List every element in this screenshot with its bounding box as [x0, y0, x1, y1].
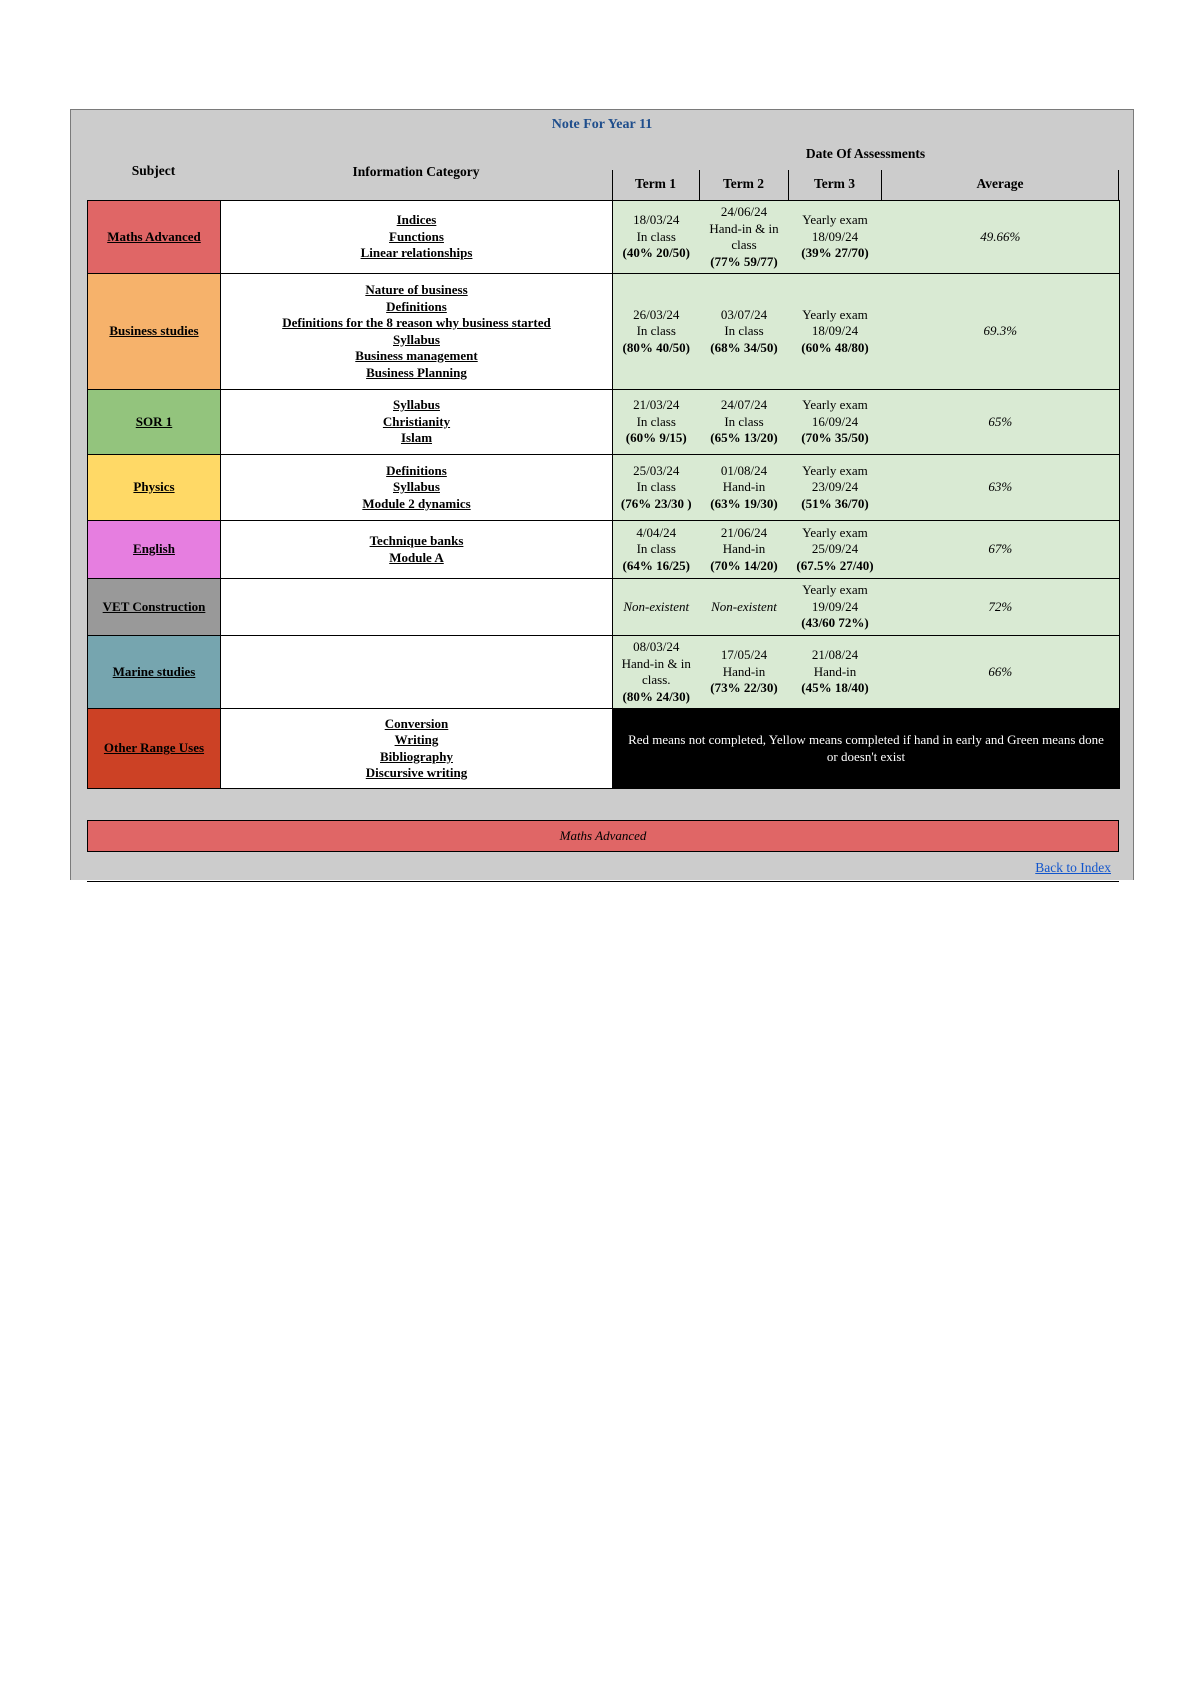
table-row: [88, 521, 1120, 579]
term-cell: [613, 455, 700, 521]
info-links: [221, 636, 613, 709]
assessment-text: 18/09/24: [811, 323, 859, 339]
assessment-text: Yearly exam: [802, 524, 868, 540]
info-link[interactable]: Definitions for the 8 reason why business started: [282, 315, 551, 330]
info-links: [221, 521, 613, 579]
assessment-text: 18/09/24: [811, 228, 859, 244]
subject-link[interactable]: English: [88, 521, 221, 579]
table-row: [88, 390, 1120, 455]
header-dates: Date Of Assessments: [805, 146, 926, 161]
assessment-text: 01/08/24: [720, 462, 768, 478]
header-term3: Term 3: [813, 176, 856, 191]
info-link[interactable]: Syllabus: [393, 397, 440, 413]
assessment-text: class: [731, 237, 757, 252]
table-row-other: [88, 709, 1120, 789]
table-row: [88, 579, 1120, 636]
info-links: [221, 579, 613, 636]
info-links: [221, 390, 613, 455]
term-cell: [789, 579, 882, 636]
assessment-text: Hand-in: [722, 541, 766, 557]
assessment-text: 17/05/24: [720, 647, 768, 663]
selected-subject-bar: Maths Advanced: [87, 820, 1119, 852]
average-cell: 49.66%: [882, 201, 1120, 274]
term-cell: [700, 274, 789, 390]
info-link[interactable]: Definitions: [386, 298, 447, 314]
score-text: (77% 59/77): [710, 253, 778, 269]
term-cell: [613, 201, 700, 274]
info-link[interactable]: Functions: [389, 228, 444, 244]
spreadsheet-sheet: [70, 109, 1134, 880]
header-divider: [881, 170, 882, 200]
average-cell: 67%: [882, 521, 1120, 579]
score-text: (73% 22/30): [710, 680, 778, 696]
assessment-text: In class: [636, 323, 676, 339]
term-cell: [700, 390, 789, 455]
assessment-text: Yearly exam: [802, 582, 868, 598]
subject-link[interactable]: Marine studies: [88, 636, 221, 709]
info-link[interactable]: Syllabus: [393, 331, 440, 347]
score-text: (70% 14/20): [710, 557, 778, 573]
assessment-text: Non-existent: [711, 598, 777, 614]
info-link[interactable]: Indices: [396, 212, 437, 228]
header-subject: Subject: [131, 163, 176, 178]
term-cell: [789, 521, 882, 579]
sheet-title: Note For Year 11: [551, 117, 653, 132]
assessment-text: Hand-in & in: [709, 220, 779, 236]
assessment-text: 25/03/24: [633, 462, 680, 478]
average-cell: 65%: [882, 390, 1120, 455]
info-link[interactable]: Conversion: [384, 715, 449, 731]
score-text: (60% 9/15): [625, 430, 687, 446]
subject-link[interactable]: SOR 1: [88, 390, 221, 455]
score-text: (80% 24/30): [622, 688, 691, 704]
score-text: (51% 36/70): [801, 495, 869, 511]
subject-link[interactable]: Physics: [88, 455, 221, 521]
info-link[interactable]: Definitions: [386, 462, 447, 478]
header-term1: Term 1: [634, 176, 677, 191]
assessment-text: Hand-in: [722, 663, 766, 679]
average-cell: 69.3%: [882, 274, 1120, 390]
term-cell: [700, 201, 789, 274]
score-text: (70% 35/50): [801, 430, 869, 446]
subject-link[interactable]: VET Construction: [88, 579, 221, 636]
term-cell: [789, 636, 882, 709]
assessment-text: 25/09/24: [811, 541, 859, 557]
info-links: [221, 455, 613, 521]
info-link[interactable]: Module A: [389, 549, 444, 565]
table-row: [88, 274, 1120, 390]
info-link[interactable]: Syllabus: [393, 479, 440, 495]
assessment-text: Yearly exam: [802, 462, 868, 478]
subject-link[interactable]: Maths Advanced: [88, 201, 221, 274]
assessment-text: 16/09/24: [811, 413, 859, 429]
header-average: Average: [976, 176, 1024, 191]
score-text: (76% 23/30 ): [620, 495, 692, 511]
table-row: [88, 201, 1120, 274]
assessment-text: 4/04/24: [636, 524, 677, 540]
assessment-table: [87, 200, 1120, 789]
assessment-text: 26/03/24: [633, 306, 680, 322]
assessment-text: 19/09/24: [811, 598, 859, 614]
term-cell: [700, 579, 789, 636]
header-info: Information Category: [352, 164, 480, 179]
sheet-bottom-line: [87, 881, 1119, 882]
assessment-text: class.: [641, 672, 671, 687]
term-cell: [789, 390, 882, 455]
assessment-text: Hand-in & in: [621, 655, 691, 671]
subject-link[interactable]: Business studies: [88, 274, 221, 390]
assessment-text: Hand-in: [722, 479, 766, 495]
term-cell: [700, 455, 789, 521]
info-link[interactable]: Writing: [394, 732, 439, 747]
score-text: (65% 13/20): [710, 430, 778, 446]
assessment-text: In class: [636, 479, 676, 495]
info-link[interactable]: Nature of business: [365, 282, 468, 297]
assessment-text: In class: [636, 228, 676, 244]
info-link[interactable]: Business Planning: [366, 364, 467, 380]
assessment-text: In class: [636, 541, 676, 557]
assessment-text: 23/09/24: [811, 479, 859, 495]
score-text: (67.5% 27/40): [796, 557, 874, 573]
term-cell: [700, 636, 789, 709]
average-cell: 72%: [882, 579, 1120, 636]
info-link[interactable]: Discursive writing: [365, 765, 468, 780]
score-text: (80% 40/50): [622, 339, 691, 355]
info-link[interactable]: Bibliography: [380, 748, 453, 764]
term-cell: [613, 274, 700, 390]
assessment-text: 18/03/24: [633, 212, 680, 228]
header-divider: [699, 170, 700, 200]
table-row: [88, 455, 1120, 521]
assessment-text: Hand-in: [813, 663, 857, 679]
back-to-index-link[interactable]: Back to Index: [1035, 860, 1111, 875]
info-link[interactable]: Technique banks: [369, 533, 464, 548]
info-links-other: [221, 709, 613, 789]
assessment-text: 21/06/24: [720, 524, 768, 540]
assessment-text: In class: [636, 413, 676, 429]
term-cell: [789, 274, 882, 390]
score-text: (43/60 72%): [801, 615, 869, 631]
assessment-text: 08/03/24: [633, 639, 680, 654]
term-cell: [613, 579, 700, 636]
info-link[interactable]: Business management: [355, 348, 478, 363]
table-row: [88, 636, 1120, 709]
assessment-text: 03/07/24: [720, 306, 768, 322]
legend-note: Red means not completed, Yellow means completed if hand in early and Green means done or doesn't exist: [613, 709, 1120, 789]
score-text: (68% 34/50): [710, 339, 778, 355]
assessment-text: Yearly exam: [802, 306, 868, 322]
average-cell: 66%: [882, 636, 1120, 709]
info-link[interactable]: Islam: [400, 430, 433, 446]
term-cell: [700, 521, 789, 579]
score-text: (40% 20/50): [622, 245, 691, 261]
subject-link-other[interactable]: Other Range Uses: [88, 709, 221, 789]
info-links: [221, 274, 613, 390]
term-cell: [613, 636, 700, 709]
assessment-text: 24/06/24: [720, 204, 768, 219]
assessment-text: Yearly exam: [802, 212, 868, 228]
score-text: (39% 27/70): [801, 245, 869, 261]
assessment-text: In class: [724, 323, 764, 339]
score-text: (64% 16/25): [622, 557, 691, 573]
score-text: (63% 19/30): [710, 495, 778, 511]
term-cell: [613, 521, 700, 579]
term-cell: [789, 455, 882, 521]
assessment-text: Yearly exam: [802, 397, 868, 413]
assessment-text: 21/08/24: [811, 647, 859, 663]
info-link[interactable]: Linear relationships: [360, 245, 473, 261]
term-cell: [613, 390, 700, 455]
info-link[interactable]: Christianity: [382, 413, 451, 429]
assessment-text: In class: [724, 413, 764, 429]
assessment-text: 24/07/24: [720, 397, 768, 413]
score-text: (60% 48/80): [801, 339, 869, 355]
info-link[interactable]: Module 2 dynamics: [362, 495, 471, 511]
header-divider: [788, 170, 789, 200]
header-divider: [612, 170, 613, 200]
term-cell: [789, 201, 882, 274]
header-divider: [1118, 170, 1119, 200]
assessment-text: Non-existent: [623, 598, 690, 614]
assessment-text: 21/03/24: [633, 397, 680, 413]
score-text: (45% 18/40): [801, 680, 869, 696]
header-term2: Term 2: [722, 176, 765, 191]
info-links: [221, 201, 613, 274]
average-cell: 63%: [882, 455, 1120, 521]
